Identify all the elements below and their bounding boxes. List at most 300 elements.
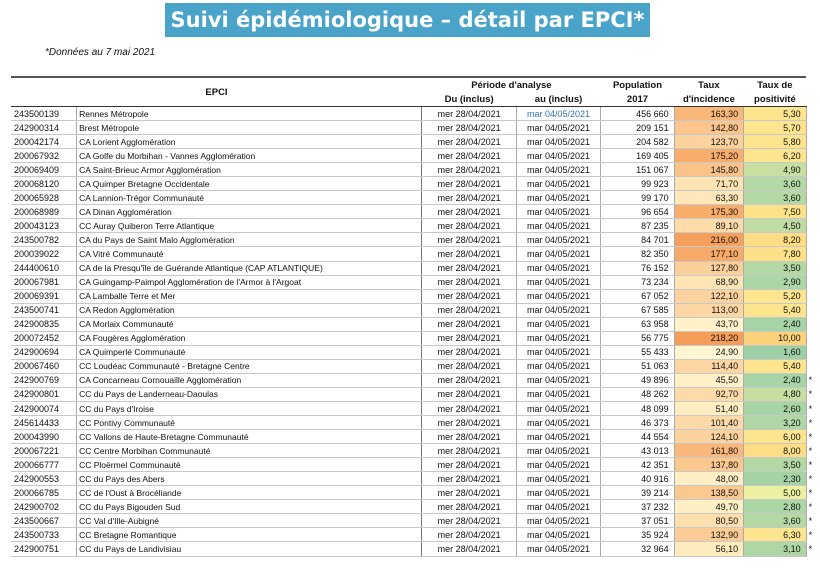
footnote-marker	[806, 205, 820, 219]
period-end: mar 04/05/2021	[516, 528, 601, 542]
footnote-marker	[806, 345, 820, 359]
footnote-marker: *	[808, 473, 813, 484]
table-row	[11, 261, 820, 275]
epci-code: 242900769	[11, 373, 77, 387]
footnote-marker: *	[808, 459, 813, 470]
population: 43 013	[601, 444, 674, 458]
incidence-rate: 63,30	[674, 191, 744, 205]
population: 63 958	[601, 317, 674, 331]
period-start: mer 28/04/2021	[422, 303, 516, 317]
data-date-note: *Données au 7 mai 2021	[45, 47, 156, 58]
epci-name: Brest Métropole	[77, 121, 422, 135]
incidence-rate: 45,50	[674, 373, 744, 387]
period-start: mer 28/04/2021	[422, 486, 516, 500]
period-end: mar 04/05/2021	[516, 107, 601, 121]
epci-code: 242900801	[11, 387, 77, 401]
epci-code: 200069391	[11, 289, 77, 303]
positivity-rate: 3,60	[744, 177, 806, 191]
positivity-rate: 5,40	[744, 303, 806, 317]
incidence-rate: 218,20	[674, 331, 744, 345]
table-row	[11, 444, 820, 458]
incidence-rate: 137,80	[674, 458, 744, 472]
table-row	[11, 528, 820, 542]
epci-code: 200039022	[11, 247, 77, 261]
table-row	[11, 303, 820, 317]
table-row	[11, 542, 820, 556]
period-end: mar 04/05/2021	[516, 331, 601, 345]
table-row	[11, 205, 820, 219]
periode-header: Période d'analyse	[422, 77, 601, 92]
positivity-rate: 3,10	[744, 542, 806, 556]
incidence-rate: 142,80	[674, 121, 744, 135]
population: 46 373	[601, 416, 674, 430]
positivity-rate: 2,40	[744, 373, 806, 387]
epci-code: 244400610	[11, 261, 77, 275]
period-end: mar 04/05/2021	[516, 542, 601, 556]
epci-header: EPCI	[11, 77, 422, 107]
epci-code: 200067221	[11, 444, 77, 458]
incidence-rate: 80,50	[674, 514, 744, 528]
table-row	[11, 345, 820, 359]
population: 169 405	[601, 149, 674, 163]
period-start: mer 28/04/2021	[422, 121, 516, 135]
table-row	[11, 135, 820, 149]
period-end: mar 04/05/2021	[516, 401, 601, 415]
positivity-rate: 2,60	[744, 401, 806, 415]
incidence-rate: 113,00	[674, 303, 744, 317]
epci-table	[11, 76, 820, 557]
positivity-rate: 2,40	[744, 317, 806, 331]
period-start: mer 28/04/2021	[422, 416, 516, 430]
positivity-rate: 5,20	[744, 289, 806, 303]
table-row	[11, 514, 820, 528]
positivity-rate: 6,00	[744, 430, 806, 444]
positivity-rate: 3,60	[744, 191, 806, 205]
footnote-marker	[806, 177, 820, 191]
period-start: mer 28/04/2021	[422, 331, 516, 345]
epci-name: CC du Pays de Landivisiau	[77, 542, 422, 556]
period-start: mer 28/04/2021	[422, 275, 516, 289]
incidence-rate: 48,00	[674, 472, 744, 486]
incidence-rate: 175,20	[674, 149, 744, 163]
epci-code: 242900702	[11, 500, 77, 514]
positivity-rate: 4,50	[744, 219, 806, 233]
period-start: mer 28/04/2021	[422, 514, 516, 528]
table-row	[11, 233, 820, 247]
incidence-rate: 92,70	[674, 387, 744, 401]
epci-name: CA Lorient Agglomération	[77, 135, 422, 149]
table-row	[11, 331, 820, 345]
epci-name: CC du Pays des Abers	[77, 472, 422, 486]
period-start: mer 28/04/2021	[422, 177, 516, 191]
table-row	[11, 317, 820, 331]
period-end: mar 04/05/2021	[516, 233, 601, 247]
footnote-marker	[806, 275, 820, 289]
epci-name: CA Lamballe Terre et Mer	[77, 289, 422, 303]
footnote-marker	[806, 191, 820, 205]
positivity-subheader: positivité	[744, 92, 806, 107]
positivity-rate: 3,20	[744, 416, 806, 430]
epci-name: CC Ploërmel Communauté	[77, 458, 422, 472]
population: 99 170	[601, 191, 674, 205]
epci-code: 200067932	[11, 149, 77, 163]
positivity-header: Taux de	[744, 77, 806, 92]
incidence-rate: 216,00	[674, 233, 744, 247]
period-start: mer 28/04/2021	[422, 289, 516, 303]
incidence-rate: 127,80	[674, 261, 744, 275]
period-start: mer 28/04/2021	[422, 359, 516, 373]
incidence-rate: 68,90	[674, 275, 744, 289]
epci-name: CA du Pays de Saint Malo Agglomération	[77, 233, 422, 247]
table-row	[11, 430, 820, 444]
period-end: mar 04/05/2021	[516, 205, 601, 219]
period-end: mar 04/05/2021	[516, 486, 601, 500]
table-row	[11, 401, 820, 415]
epci-name: CA Quimperlé Communauté	[77, 345, 422, 359]
period-end: mar 04/05/2021	[516, 359, 601, 373]
table-row	[11, 149, 820, 163]
footnote-marker	[806, 289, 820, 303]
period-start: mer 28/04/2021	[422, 205, 516, 219]
epci-code: 243500667	[11, 514, 77, 528]
period-start: mer 28/04/2021	[422, 247, 516, 261]
incidence-rate: 51,40	[674, 401, 744, 415]
population-year-header: 2017	[601, 92, 674, 107]
footnote-marker	[806, 163, 820, 177]
footnote-marker: *	[808, 389, 813, 400]
epci-name: CC Loudéac Communauté - Bretagne Centre	[77, 359, 422, 373]
period-end: mar 04/05/2021	[516, 472, 601, 486]
table-row	[11, 275, 820, 289]
positivity-rate: 5,70	[744, 121, 806, 135]
epci-name: CC Vallons de Haute-Bretagne Communauté	[77, 430, 422, 444]
population: 67 052	[601, 289, 674, 303]
period-end: mar 04/05/2021	[516, 500, 601, 514]
footnote-marker: *	[808, 445, 813, 456]
footnote-marker: *	[808, 487, 813, 498]
period-start: mer 28/04/2021	[422, 401, 516, 415]
population-header: Population	[601, 77, 674, 92]
period-start: mer 28/04/2021	[422, 191, 516, 205]
footnote-marker	[806, 261, 820, 275]
epci-code: 200066785	[11, 486, 77, 500]
footnote-marker	[806, 247, 820, 261]
population: 204 582	[601, 135, 674, 149]
positivity-rate: 5,00	[744, 486, 806, 500]
period-end: mar 04/05/2021	[516, 149, 601, 163]
positivity-rate: 3,50	[744, 261, 806, 275]
epci-name: CC du Pays Bigouden Sud	[77, 500, 422, 514]
period-start: mer 28/04/2021	[422, 500, 516, 514]
footnote-marker	[806, 359, 820, 373]
period-start: mer 28/04/2021	[422, 373, 516, 387]
period-start: mer 28/04/2021	[422, 472, 516, 486]
footnote-marker	[806, 149, 820, 163]
footnote-marker: *	[808, 543, 813, 554]
period-start: mer 28/04/2021	[422, 542, 516, 556]
incidence-rate: 163,30	[674, 107, 744, 121]
period-start: mer 28/04/2021	[422, 233, 516, 247]
epci-code: 243500733	[11, 528, 77, 542]
epci-name: CA Redon Agglomération	[77, 303, 422, 317]
period-start: mer 28/04/2021	[422, 163, 516, 177]
table-row	[11, 163, 820, 177]
table-row	[11, 373, 820, 387]
epci-name: CA Saint-Brieuc Armor Agglomération	[77, 163, 422, 177]
population: 209 151	[601, 121, 674, 135]
positivity-rate: 10,00	[744, 331, 806, 345]
period-end: mar 04/05/2021	[516, 345, 601, 359]
incidence-rate: 122,10	[674, 289, 744, 303]
epci-name: CA Dinan Agglomération	[77, 205, 422, 219]
population: 49 896	[601, 373, 674, 387]
epci-name: CC Centre Morbihan Communauté	[77, 444, 422, 458]
positivity-rate: 1,60	[744, 345, 806, 359]
epci-code: 200069409	[11, 163, 77, 177]
period-end: mar 04/05/2021	[516, 247, 601, 261]
incidence-rate: 123,70	[674, 135, 744, 149]
population: 73 234	[601, 275, 674, 289]
table-row	[11, 289, 820, 303]
positivity-rate: 4,90	[744, 163, 806, 177]
population: 84 701	[601, 233, 674, 247]
epci-name: Rennes Métropole	[77, 107, 422, 121]
epci-code: 243500139	[11, 107, 77, 121]
footnote-marker	[806, 121, 820, 135]
table-row	[11, 191, 820, 205]
table-body	[11, 107, 820, 557]
period-start: mer 28/04/2021	[422, 135, 516, 149]
table-row	[11, 486, 820, 500]
table-row	[11, 247, 820, 261]
epci-name: CA de la Presqu'île de Guérande Atlantique (CAP ATLANTIQUE)	[77, 261, 422, 275]
positivity-rate: 5,30	[744, 107, 806, 121]
period-end: mar 04/05/2021	[516, 191, 601, 205]
period-end: mar 04/05/2021	[516, 177, 601, 191]
period-start: mer 28/04/2021	[422, 317, 516, 331]
table-row	[11, 107, 820, 121]
incidence-subheader: d'incidence	[674, 92, 744, 107]
positivity-rate: 5,40	[744, 359, 806, 373]
incidence-rate: 24,90	[674, 345, 744, 359]
epci-name: CC Auray Quiberon Terre Atlantique	[77, 219, 422, 233]
positivity-rate: 5,80	[744, 135, 806, 149]
period-start: mer 28/04/2021	[422, 107, 516, 121]
epci-code: 245614433	[11, 416, 77, 430]
epci-name: CA Concarneau Cornouaille Agglomération	[77, 373, 422, 387]
epci-name: CC de l'Oust à Brocéliande	[77, 486, 422, 500]
population: 151 067	[601, 163, 674, 177]
table-row	[11, 387, 820, 401]
epci-code: 200067981	[11, 275, 77, 289]
epci-code: 200042174	[11, 135, 77, 149]
positivity-rate: 3,50	[744, 458, 806, 472]
period-start: mer 28/04/2021	[422, 219, 516, 233]
footnote-marker: *	[808, 515, 813, 526]
epci-code: 242900694	[11, 345, 77, 359]
incidence-rate: 49,70	[674, 500, 744, 514]
period-start: mer 28/04/2021	[422, 528, 516, 542]
epci-name: CA Vitré Communauté	[77, 247, 422, 261]
period-start: mer 28/04/2021	[422, 430, 516, 444]
positivity-rate: 7,80	[744, 247, 806, 261]
population: 51 063	[601, 359, 674, 373]
positivity-rate: 6,20	[744, 149, 806, 163]
epci-name: CA Lannion-Trégor Communauté	[77, 191, 422, 205]
period-start: mer 28/04/2021	[422, 458, 516, 472]
population: 56 775	[601, 331, 674, 345]
positivity-rate: 3,60	[744, 514, 806, 528]
population: 37 232	[601, 500, 674, 514]
footnote-marker	[806, 303, 820, 317]
incidence-header: Taux	[674, 77, 744, 92]
incidence-rate: 177,10	[674, 247, 744, 261]
epci-code: 200066777	[11, 458, 77, 472]
population: 48 099	[601, 401, 674, 415]
population: 76 152	[601, 261, 674, 275]
period-end: mar 04/05/2021	[516, 121, 601, 135]
positivity-rate: 2,90	[744, 275, 806, 289]
epci-code: 242900314	[11, 121, 77, 135]
period-start: mer 28/04/2021	[422, 149, 516, 163]
epci-code: 243500782	[11, 233, 77, 247]
period-start: mer 28/04/2021	[422, 261, 516, 275]
positivity-rate: 7,50	[744, 205, 806, 219]
epci-name: CC du Pays de Landerneau-Daoulas	[77, 387, 422, 401]
period-end: mar 04/05/2021	[516, 387, 601, 401]
footnote-marker	[806, 107, 820, 121]
epci-code: 243500741	[11, 303, 77, 317]
table-row	[11, 219, 820, 233]
incidence-rate: 124,10	[674, 430, 744, 444]
period-end: mar 04/05/2021	[516, 444, 601, 458]
period-end: mar 04/05/2021	[516, 289, 601, 303]
period-end: mar 04/05/2021	[516, 163, 601, 177]
period-start: mer 28/04/2021	[422, 345, 516, 359]
positivity-rate: 2,80	[744, 500, 806, 514]
period-end: mar 04/05/2021	[516, 430, 601, 444]
positivity-rate: 4,80	[744, 387, 806, 401]
period-end: mar 04/05/2021	[516, 275, 601, 289]
population: 42 351	[601, 458, 674, 472]
table-row	[11, 458, 820, 472]
incidence-rate: 175,30	[674, 205, 744, 219]
au-header: au (inclus)	[516, 92, 601, 107]
epci-code: 200068120	[11, 177, 77, 191]
population: 44 554	[601, 430, 674, 444]
incidence-rate: 161,80	[674, 444, 744, 458]
period-end: mar 04/05/2021	[516, 261, 601, 275]
incidence-rate: 71,70	[674, 177, 744, 191]
period-end: mar 04/05/2021	[516, 317, 601, 331]
period-end: mar 04/05/2021	[516, 458, 601, 472]
population: 67 585	[601, 303, 674, 317]
du-header: Du (inclus)	[422, 92, 516, 107]
population: 32 964	[601, 542, 674, 556]
footnote-marker: *	[808, 417, 813, 428]
incidence-rate: 145,80	[674, 163, 744, 177]
positivity-rate: 2,30	[744, 472, 806, 486]
population: 99 923	[601, 177, 674, 191]
incidence-rate: 43,70	[674, 317, 744, 331]
population: 40 916	[601, 472, 674, 486]
epci-name: CA Fougères Agglomération	[77, 331, 422, 345]
incidence-rate: 114,40	[674, 359, 744, 373]
period-end: mar 04/05/2021	[516, 514, 601, 528]
epci-code: 200043123	[11, 219, 77, 233]
population: 87 235	[601, 219, 674, 233]
table-row	[11, 121, 820, 135]
period-end: mar 04/05/2021	[516, 219, 601, 233]
population: 39 214	[601, 486, 674, 500]
period-start: mer 28/04/2021	[422, 387, 516, 401]
footnote-marker: *	[808, 375, 813, 386]
population: 35 924	[601, 528, 674, 542]
footnote-marker: *	[808, 431, 813, 442]
population: 96 654	[601, 205, 674, 219]
header-row-1	[11, 77, 820, 92]
footnote-marker: *	[808, 501, 813, 512]
incidence-rate: 89,10	[674, 219, 744, 233]
period-start: mer 28/04/2021	[422, 444, 516, 458]
epci-code: 242900074	[11, 401, 77, 415]
epci-name: CC Bretagne Romantique	[77, 528, 422, 542]
table-row	[11, 359, 820, 373]
footnote-marker	[806, 331, 820, 345]
population: 37 051	[601, 514, 674, 528]
epci-code: 200068989	[11, 205, 77, 219]
table-row	[11, 500, 820, 514]
population: 55 433	[601, 345, 674, 359]
period-end: mar 04/05/2021	[516, 303, 601, 317]
epci-name: CA Morlaix Communauté	[77, 317, 422, 331]
population: 48 262	[601, 387, 674, 401]
page-title: Suivi épidémiologique – détail par EPCI*	[165, 3, 650, 37]
population: 456 660	[601, 107, 674, 121]
period-end: mar 04/05/2021	[516, 373, 601, 387]
epci-name: CA Golfe du Morbihan - Vannes Agglomération	[77, 149, 422, 163]
footnote-marker	[806, 135, 820, 149]
footnote-marker	[806, 233, 820, 247]
table-row	[11, 472, 820, 486]
epci-code: 200072452	[11, 331, 77, 345]
epci-name: CA Quimper Bretagne Occidentale	[77, 177, 422, 191]
footnote-marker: *	[808, 403, 813, 414]
table-row	[11, 177, 820, 191]
epci-name: CC Val d'Ille-Aubigné	[77, 514, 422, 528]
positivity-rate: 6,30	[744, 528, 806, 542]
epci-code: 200067460	[11, 359, 77, 373]
positivity-rate: 8,00	[744, 444, 806, 458]
positivity-rate: 8,20	[744, 233, 806, 247]
epci-code: 200065928	[11, 191, 77, 205]
table-row	[11, 416, 820, 430]
period-end: mar 04/05/2021	[516, 135, 601, 149]
epci-name: CC Pontivy Communauté	[77, 416, 422, 430]
footnote-marker: *	[808, 529, 813, 540]
epci-code: 200043990	[11, 430, 77, 444]
epci-code: 242900751	[11, 542, 77, 556]
incidence-rate: 132,90	[674, 528, 744, 542]
epci-name: CC du Pays d'Iroise	[77, 401, 422, 415]
footnote-marker	[806, 317, 820, 331]
period-end: mar 04/05/2021	[516, 416, 601, 430]
incidence-rate: 138,50	[674, 486, 744, 500]
incidence-rate: 56,10	[674, 542, 744, 556]
epci-name: CA Guingamp-Paimpol Agglomération de l'Armor à l'Argoat	[77, 275, 422, 289]
population: 82 350	[601, 247, 674, 261]
epci-code: 242900835	[11, 317, 77, 331]
